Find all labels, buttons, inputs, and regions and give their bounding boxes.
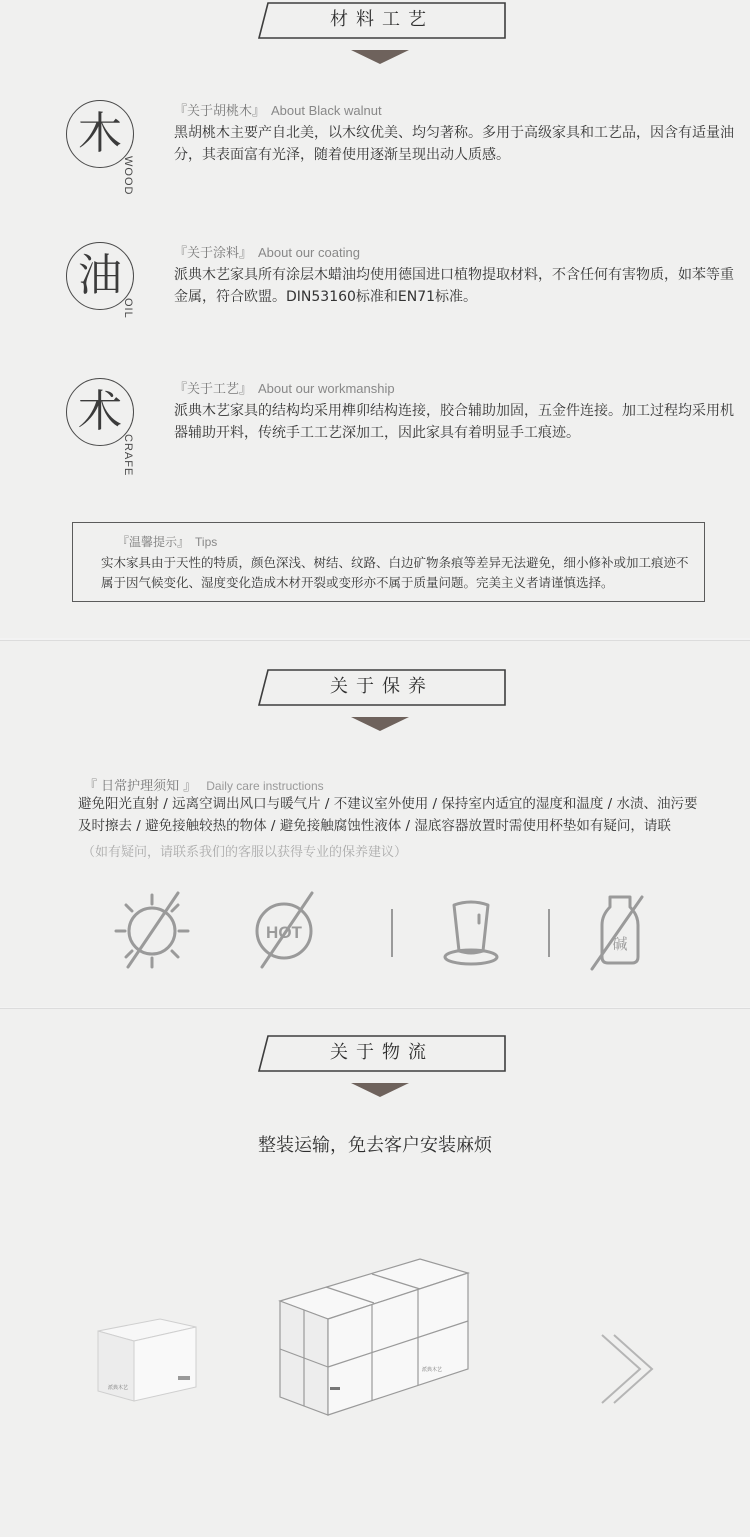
small-box-icon xyxy=(98,1319,196,1401)
icon-divider xyxy=(391,909,393,957)
materials-title: 材料工艺 xyxy=(330,9,434,30)
oil-heading-cn: 『关于涂料』 xyxy=(174,246,253,261)
materials-section xyxy=(0,0,750,638)
small-box-label: 派典木艺 xyxy=(108,1385,129,1391)
oil-emblem xyxy=(60,242,140,362)
wood-heading-cn: 『关于胡桃木』 xyxy=(174,104,266,119)
material-item-craft xyxy=(60,378,740,498)
next-arrow-icon[interactable] xyxy=(602,1335,652,1403)
care-body: 避免阳光直射 / 远离空调出风口与暖气片 / 不建议室外使用 / 保持室内适宜的湿度和温度 / 水渍、油污要及时擦去 / 避免接触较热的物体 / 避免接触腐蚀性液体 / 湿底容器放置时需使用杯垫如有疑问，请联 xyxy=(78,796,698,834)
coaster-cup-icon xyxy=(436,891,506,971)
materials-title-box xyxy=(258,2,506,38)
hot-label: HOT xyxy=(266,923,302,942)
shipping-text: 整装运输，免去客户安装麻烦 xyxy=(258,1135,492,1156)
care-title: 关于保养 xyxy=(330,676,434,697)
shipping-section xyxy=(0,1008,750,1537)
tips-box xyxy=(72,522,705,602)
crate-icon xyxy=(280,1259,468,1415)
craft-heading xyxy=(174,378,395,397)
craft-heading-cn: 『关于工艺』 xyxy=(174,382,253,397)
wood-heading xyxy=(174,100,382,119)
craft-glyph: 术 xyxy=(78,386,122,437)
care-heading-cn: 『 日常护理须知 』 xyxy=(84,779,197,794)
care-heading xyxy=(84,775,324,794)
materials-arrow-icon xyxy=(351,50,409,64)
care-heading-en: Daily care instructions xyxy=(206,779,324,793)
icon-divider-2 xyxy=(548,909,550,957)
craft-description: 派典木艺家具的结构均采用榫卯结构连接，胶合辅助加固，五金件连接。加工过程均采用机器辅助开料，传统手工工艺深加工，因此家具有着明显手工痕迹。 xyxy=(174,403,734,441)
oil-heading xyxy=(174,242,360,261)
wood-emblem xyxy=(60,100,140,220)
oil-vertical-label: OIL xyxy=(122,298,134,319)
shipping-title: 关于物流 xyxy=(330,1042,434,1063)
craft-vertical-label: CRAFE xyxy=(122,434,134,477)
tips-heading-en: Tips xyxy=(195,535,218,549)
shipping-title-box xyxy=(258,1035,506,1071)
no-alkali-icon xyxy=(586,891,656,971)
shipping-illustration xyxy=(0,1239,750,1439)
alkali-label: 碱 xyxy=(612,935,628,953)
wood-description: 黑胡桃木主要产自北美，以木纹优美、均匀著称。多用于高级家具和工艺品，因含有适量油分，其表面富有光泽，随着使用逐渐呈现出动人质感。 xyxy=(174,125,734,163)
crate-label: 派典木艺 xyxy=(422,1367,443,1373)
material-item-oil xyxy=(60,242,740,362)
wood-heading-en: About Black walnut xyxy=(271,103,382,118)
wood-vertical-label: WOOD xyxy=(122,156,134,196)
tips-heading xyxy=(117,533,217,550)
oil-heading-en: About our coating xyxy=(258,245,360,260)
no-hot-icon xyxy=(246,891,326,971)
care-section xyxy=(0,640,750,1007)
care-arrow-icon xyxy=(351,717,409,731)
shipping-arrow-icon xyxy=(351,1083,409,1097)
care-note: （如有疑问，请联系我们的客服以获得专业的保养建议） xyxy=(82,845,408,860)
oil-glyph: 油 xyxy=(78,250,122,301)
craft-heading-en: About our workmanship xyxy=(258,381,395,396)
oil-description: 派典木艺家具所有涂层木蜡油均使用德国进口植物提取材料，不含任何有害物质，如苯等重金属，符合欧盟。DIN53160标准和EN71标准。 xyxy=(174,267,734,305)
craft-emblem xyxy=(60,378,140,498)
tips-heading-cn: 『温馨提示』 xyxy=(117,535,190,549)
tips-body: 实木家具由于天性的特质，颜色深浅、树结、纹路、白边矿物条痕等差异无法避免，细小修补或加工痕迹不属于因气候变化、湿度变化造成木材开裂或变形亦不属于质量问题。完美主义者请谨慎选择。 xyxy=(101,555,689,590)
wood-glyph: 木 xyxy=(78,108,122,159)
material-item-wood xyxy=(60,100,740,220)
no-sun-icon xyxy=(112,891,192,971)
care-title-box xyxy=(258,669,506,705)
